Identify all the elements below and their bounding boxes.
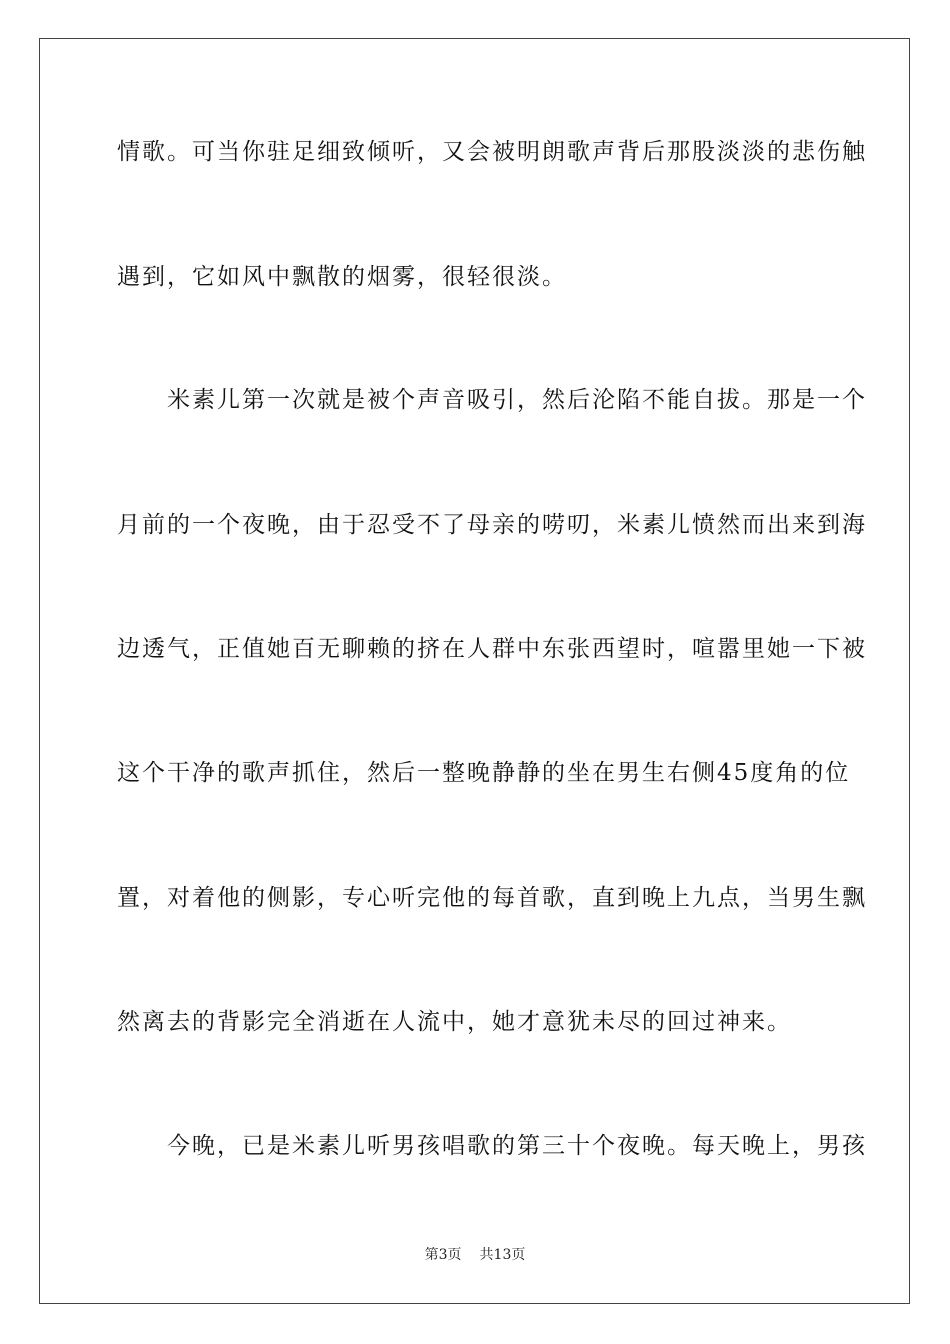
total-pages: 共13页 [479,1247,526,1263]
paragraph-line: 置，对着他的侧影，专心听完他的每首歌，直到晚上九点，当男生飘 [117,885,867,911]
paragraph-line: 然离去的背影完全消逝在人流中，她才意犹未尽的回过神来。 [117,1009,792,1035]
paragraph-line: 米素儿第一次就是被个声音吸引，然后沦陷不能自拔。那是一个 [117,387,867,413]
current-page-number: 第3页 [424,1247,462,1263]
paragraph-line: 遇到，它如风中飘散的烟雾，很轻很淡。 [117,264,567,290]
paragraph-line: 月前的一个夜晚，由于忍受不了母亲的唠叨，米素儿愤然而出来到海 [117,512,867,538]
paragraph-line: 这个干净的歌声抓住，然后一整晚静静的坐在男生右侧45度角的位 [117,760,851,786]
page-border [39,38,910,1304]
page-footer [0,1246,950,1264]
paragraph-line: 今晚，已是米素儿听男孩唱歌的第三十个夜晚。每天晚上，男孩 [117,1133,867,1159]
paragraph-line: 边透气，正值她百无聊赖的挤在人群中东张西望时，喧嚣里她一下被 [117,636,867,662]
paragraph-line: 情歌。可当你驻足细致倾听，又会被明朗歌声背后那股淡淡的悲伤触 [117,139,867,165]
